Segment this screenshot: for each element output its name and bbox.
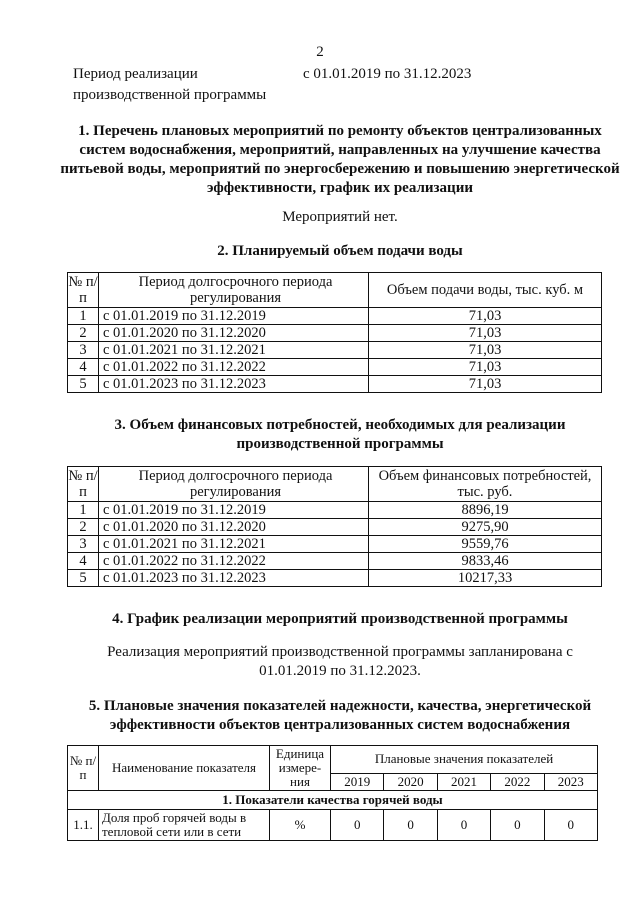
- financial-needs-table: [67, 466, 602, 587]
- table-row: [68, 519, 602, 536]
- section3-title: 3. Объем финансовых потребностей, необходимых для реализации производственной программы: [114, 417, 566, 452]
- table-header-row: [68, 746, 598, 774]
- table-row: [68, 376, 602, 393]
- row-volume: 71,03: [369, 376, 602, 393]
- col-header-num: № п/п: [68, 746, 99, 791]
- row-financial: 9833,46: [369, 553, 602, 570]
- section2-title: 2. Планируемый объем подачи воды: [217, 243, 463, 259]
- row-financial: 9559,76: [369, 536, 602, 553]
- section4-text: Реализация мероприятий производственной программы запланирована с 01.01.2019 по 31.12.2023.: [107, 644, 573, 679]
- row-period: с 01.01.2021 по 31.12.2021: [99, 536, 369, 553]
- row-num: 2: [68, 519, 99, 536]
- section1-title: 1. Перечень плановых мероприятий по ремонту объектов централизованных систем водоснабжения, мероприятий, направленных на улучшение качества питьевой воды, мероприятий по энергосбережению и повышению энергетической эффективности, график их реализации: [60, 123, 620, 196]
- row-period: с 01.01.2020 по 31.12.2020: [99, 519, 369, 536]
- row-financial: 8896,19: [369, 502, 602, 519]
- row-value: 0: [331, 810, 384, 841]
- col-header-unit: Единица измере-ния: [270, 746, 331, 791]
- water-volume-table: [67, 272, 602, 393]
- col-header-year: 2023: [544, 773, 597, 790]
- row-num: 1: [68, 308, 99, 325]
- row-volume: 71,03: [369, 359, 602, 376]
- table-header-row: [68, 467, 602, 502]
- row-value: 0: [544, 810, 597, 841]
- col-header-period: Период долгосрочного периода регулирования: [99, 273, 369, 308]
- subsection-title: 1. Показатели качества горячей воды: [68, 791, 598, 810]
- row-period: с 01.01.2020 по 31.12.2020: [99, 325, 369, 342]
- table-section-row: [68, 791, 598, 810]
- row-period: с 01.01.2019 по 31.12.2019: [99, 308, 369, 325]
- row-value: 0: [491, 810, 544, 841]
- row-period: с 01.01.2022 по 31.12.2022: [99, 359, 369, 376]
- col-header-year: 2019: [331, 773, 384, 790]
- table-row: [68, 502, 602, 519]
- table-row: [68, 570, 602, 587]
- col-header-year: 2022: [491, 773, 544, 790]
- col-header-financial: Объем финансовых потребностей, тыс. руб.: [369, 467, 602, 502]
- col-header-plan: Плановые значения показателей: [331, 746, 598, 774]
- row-period: с 01.01.2019 по 31.12.2019: [99, 502, 369, 519]
- section1-text: Мероприятий нет.: [282, 209, 398, 225]
- col-header-name: Наименование показателя: [99, 746, 270, 791]
- row-period: с 01.01.2023 по 31.12.2023: [99, 376, 369, 393]
- table-row: [68, 308, 602, 325]
- row-volume: 71,03: [369, 308, 602, 325]
- col-header-num: № п/п: [68, 468, 98, 500]
- col-header-num: № п/п: [68, 274, 98, 306]
- row-value: 0: [384, 810, 437, 841]
- row-period: с 01.01.2023 по 31.12.2023: [99, 570, 369, 587]
- row-num: 5: [68, 570, 99, 587]
- row-num: 4: [68, 553, 99, 570]
- row-volume: 71,03: [369, 325, 602, 342]
- row-num: 5: [68, 376, 99, 393]
- col-header-volume: Объем подачи воды, тыс. куб. м: [369, 273, 602, 308]
- row-value: 0: [437, 810, 490, 841]
- row-volume: 71,03: [369, 342, 602, 359]
- section4-title: 4. График реализации мероприятий производственной программы: [112, 611, 568, 627]
- row-num: 1: [68, 502, 99, 519]
- table-row: [68, 553, 602, 570]
- row-period: с 01.01.2022 по 31.12.2022: [99, 553, 369, 570]
- row-unit: %: [270, 810, 331, 841]
- row-name: Доля проб горячей воды в тепловой сети или в сети: [99, 810, 270, 841]
- table-header-row: [68, 273, 602, 308]
- table-row: [68, 342, 602, 359]
- row-num: 1.1.: [68, 810, 99, 841]
- row-period: с 01.01.2021 по 31.12.2021: [99, 342, 369, 359]
- row-num: 3: [68, 342, 99, 359]
- table-row: [68, 536, 602, 553]
- row-num: 3: [68, 536, 99, 553]
- program-period-value: с 01.01.2019 по 31.12.2023: [303, 66, 472, 82]
- page-number: 2: [316, 44, 324, 60]
- table-row: [68, 810, 598, 841]
- section5-title: 5. Плановые значения показателей надежности, качества, энергетической эффективности объектов централизованных систем водоснабжения: [88, 698, 592, 733]
- row-num: 4: [68, 359, 99, 376]
- table-row: [68, 325, 602, 342]
- program-period-label: Период реализации производственной программы: [73, 66, 267, 103]
- table-row: [68, 359, 602, 376]
- row-financial: 10217,33: [369, 570, 602, 587]
- indicators-table: [67, 745, 598, 841]
- col-header-period: Период долгосрочного периода регулирования: [99, 467, 369, 502]
- col-header-year: 2020: [384, 773, 437, 790]
- col-header-year: 2021: [437, 773, 490, 790]
- row-num: 2: [68, 325, 99, 342]
- row-financial: 9275,90: [369, 519, 602, 536]
